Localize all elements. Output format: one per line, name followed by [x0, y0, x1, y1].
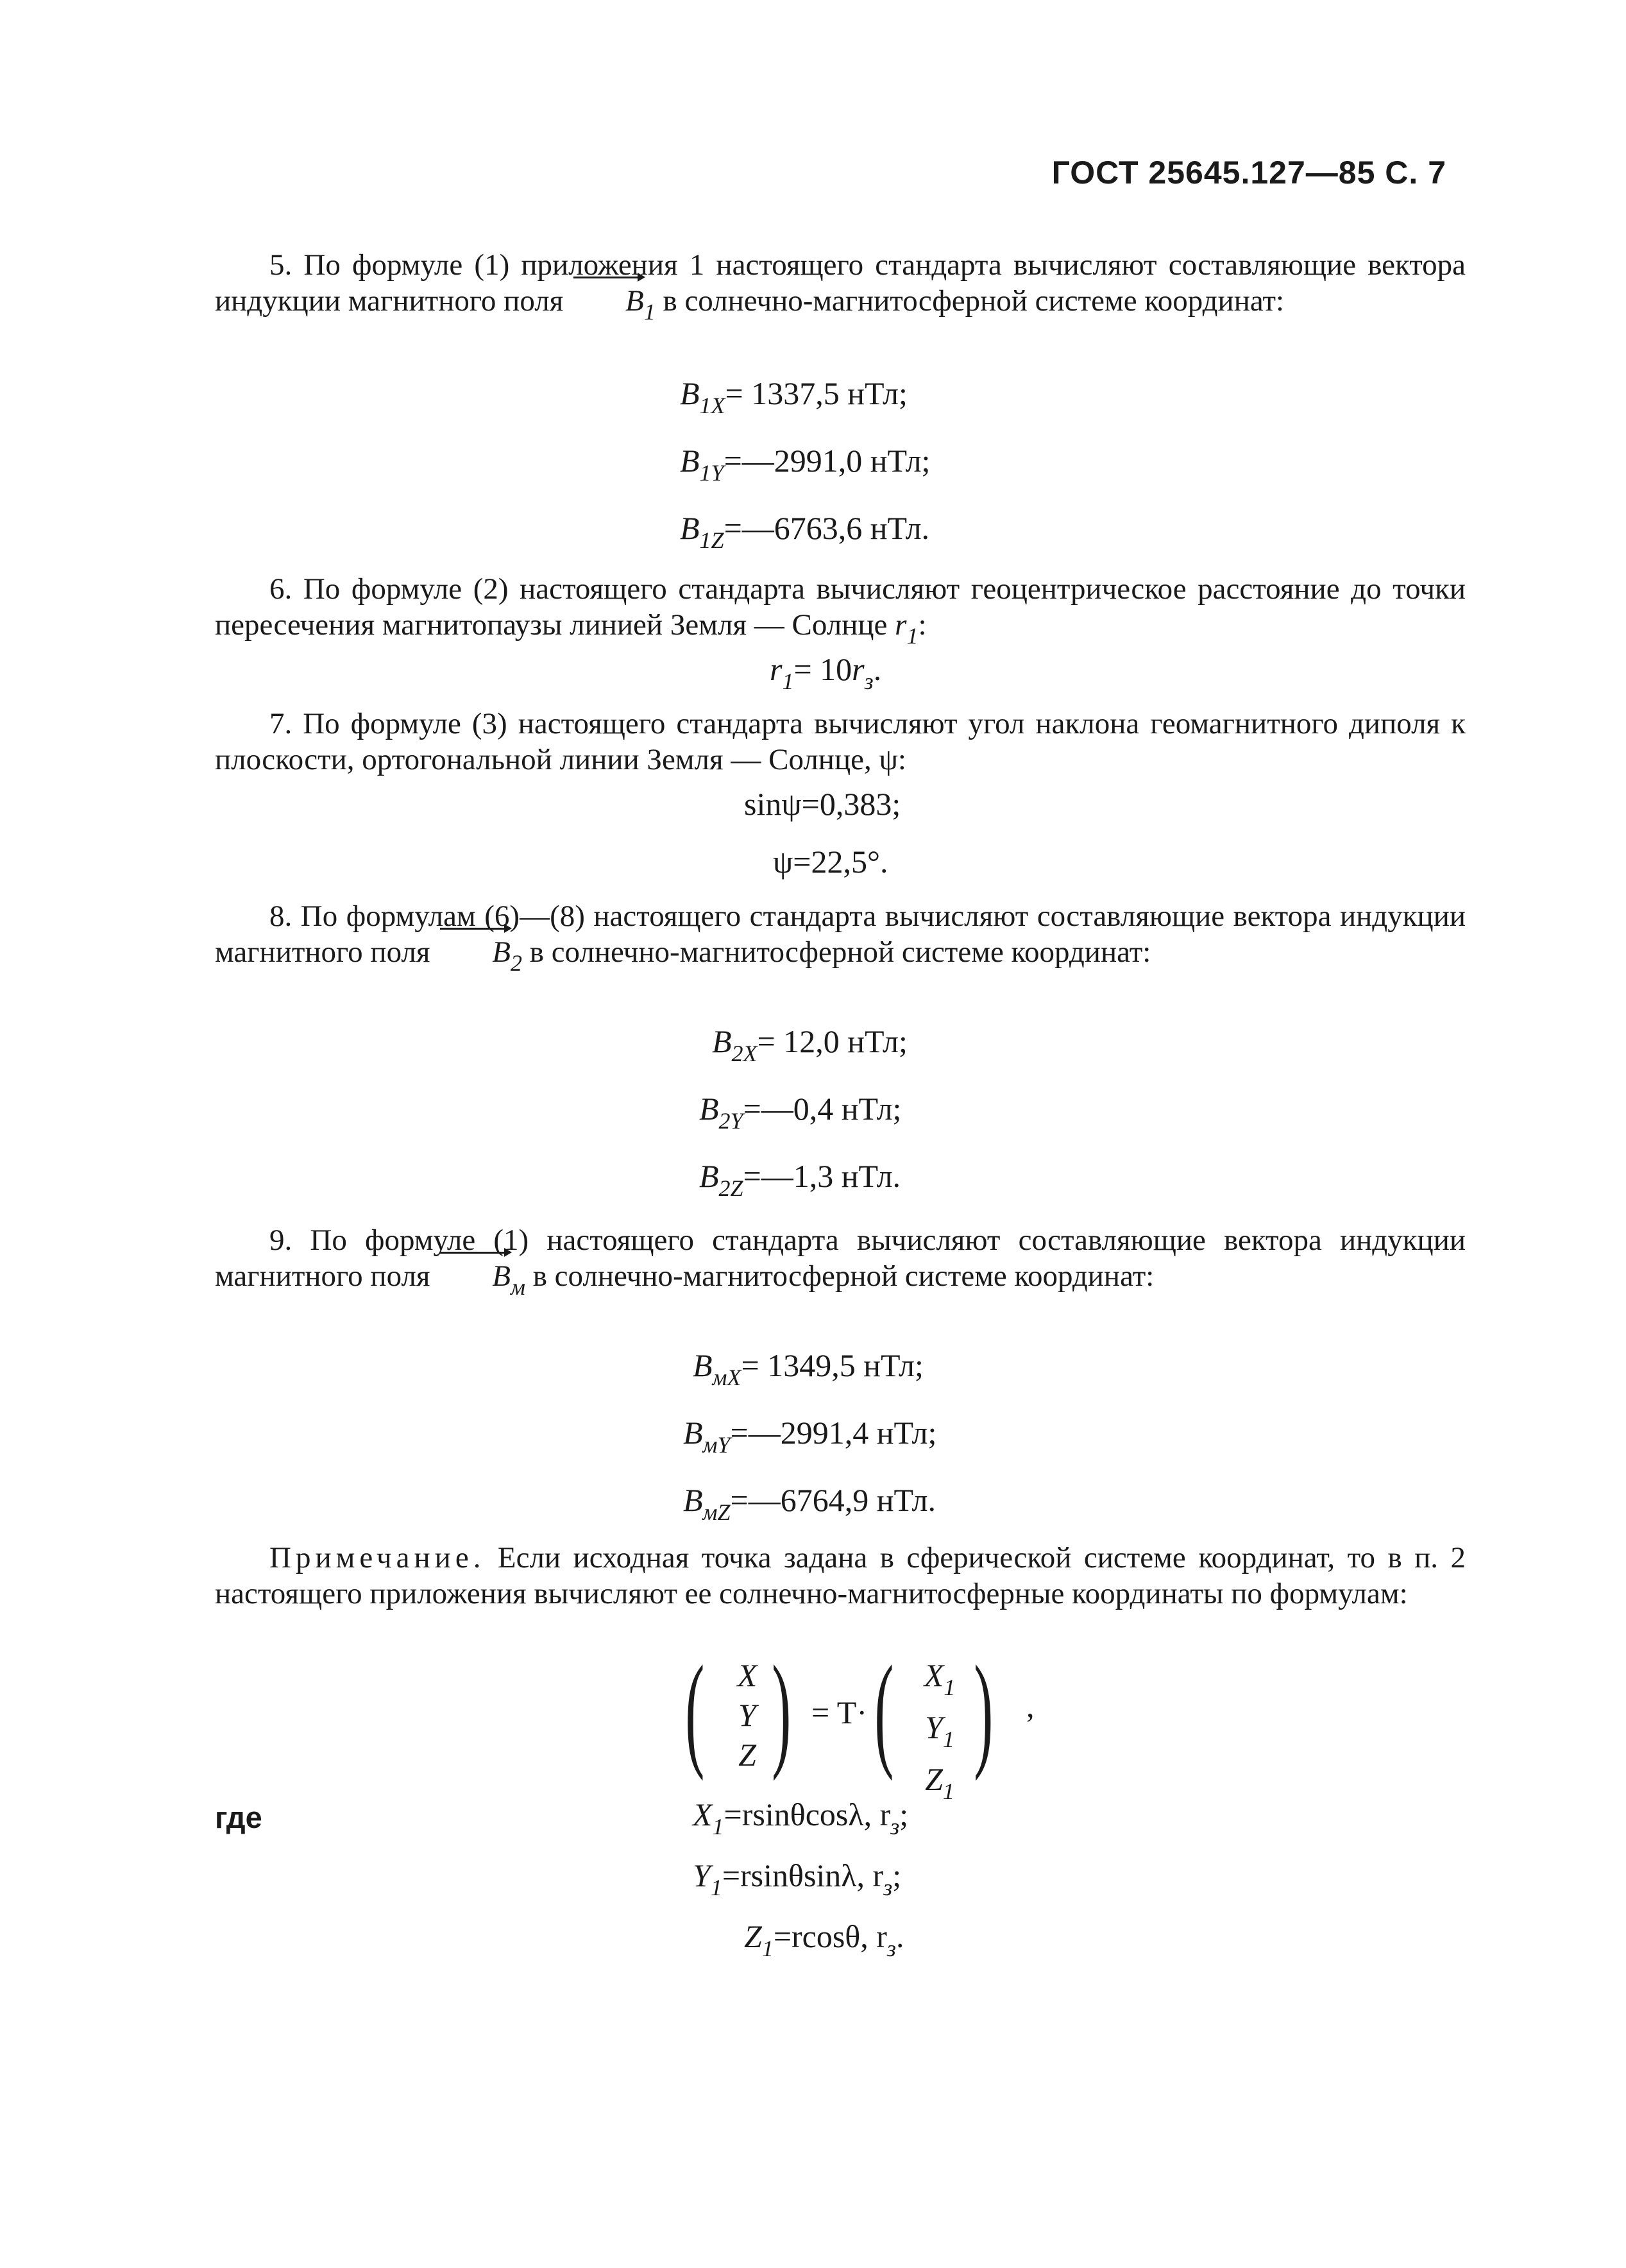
- matrix-operator: = T·: [811, 1694, 867, 1730]
- equation-bmy: $B_{мY}=—2991,4$ нТл;: [683, 1415, 937, 1458]
- right-paren-2: ): [974, 1640, 994, 1782]
- paragraph-item-9: 9. По формуле (1) настоящего стандарта вычисляют составляющие вектора индукции магнитного поля $B_м$ в солнечно-магнитосферной системе координат:: [215, 1224, 1466, 1300]
- note-text: Если исходная точка задана в сферической системе координат, то в п. 2 настоящего приложения вычисляют ее солнечно-магнитосферные координаты по формулам:: [215, 1541, 1466, 1610]
- matrix-equation: [685, 1640, 1052, 1804]
- where-label: где: [215, 1800, 262, 1834]
- matrix-left-column: X Y Z: [737, 1657, 758, 1773]
- paragraph-item-7: 7. По формуле (3) настоящего стандарта вычисляют угол наклона геомагнитного диполя к плоскости, ортогональной линии Земля — Солнце, ψ:: [215, 707, 1466, 776]
- matrix-end: ,: [1026, 1688, 1035, 1724]
- item5-text-before: 5. По формуле (1) приложения 1 настоящего стандарта вычисляют составляющие вектора индукции магнитного поля: [215, 248, 1466, 318]
- equation-psi: ψ=22,5°.: [773, 844, 888, 880]
- equation-z1: $Z_1=rcos\theta$, $r_з$.: [744, 1918, 904, 1961]
- equation-b1z: $B_{1Z}=—6763,6$ нТл.: [680, 510, 930, 553]
- left-paren-2: (: [874, 1640, 894, 1782]
- paragraph-item-5: [215, 247, 1466, 330]
- vector-b2: B: [437, 934, 511, 970]
- equation-x1: $X_1=rsin\theta\cos\lambda$, $r_з$;: [693, 1796, 909, 1839]
- right-paren-1: ): [772, 1640, 792, 1782]
- equation-r1: $r_1= 10r_з$.: [770, 651, 882, 694]
- paragraph-item-6: 6. По формуле (2) настоящего стандарта вычисляют геоцентрическое расстояние до точки пересечения магнитопаузы линией Земля — Солнце $r_1$:: [215, 572, 1466, 649]
- vector-bm: B: [437, 1258, 511, 1294]
- paragraph-item-8: 8. По формулам (6)—(8) настоящего стандарта вычисляют составляющие вектора индукции магнитного поля $B_2$ в солнечно-магнитосферной системе координат:: [215, 900, 1466, 976]
- vector-b1: B: [571, 283, 644, 319]
- left-paren-1: (: [685, 1640, 705, 1782]
- note-label: Примечание.: [269, 1541, 486, 1574]
- vector-b1-sub: 1: [643, 299, 656, 325]
- equation-b2z: $B_{2Z}=—1,3$ нТл.: [699, 1158, 901, 1201]
- equation-b1y: $B_{1Y}=—2991,0$ нТл;: [680, 443, 931, 486]
- equation-y1: $Y_1=rsin\theta\sin\lambda$, $r_з$;: [693, 1857, 902, 1900]
- item5-text-after: в солнечно-магнитосферной системе координат:: [655, 284, 1285, 318]
- note-paragraph: [215, 1540, 1466, 1612]
- equation-bmz: $B_{мZ}=—6764,9$ нТл.: [683, 1482, 936, 1525]
- equation-b2x: $B_{2X}= 12,0$ нТл;: [712, 1023, 908, 1066]
- equation-sinpsi: sinψ=0,383;: [744, 786, 901, 822]
- page-header: ГОСТ 25645.127—85 С. 7: [1051, 155, 1446, 191]
- equation-bmx: $B_{мX}= 1349,5$ нТл;: [693, 1347, 924, 1390]
- equation-b2y: $B_{2Y}=—0,4$ нТл;: [699, 1091, 902, 1134]
- equation-b1x: $B_{1X}= 1337,5$ нТл;: [680, 375, 908, 418]
- matrix-right-column: $X_1$ $Y_1$ $Z_1$: [924, 1657, 956, 1804]
